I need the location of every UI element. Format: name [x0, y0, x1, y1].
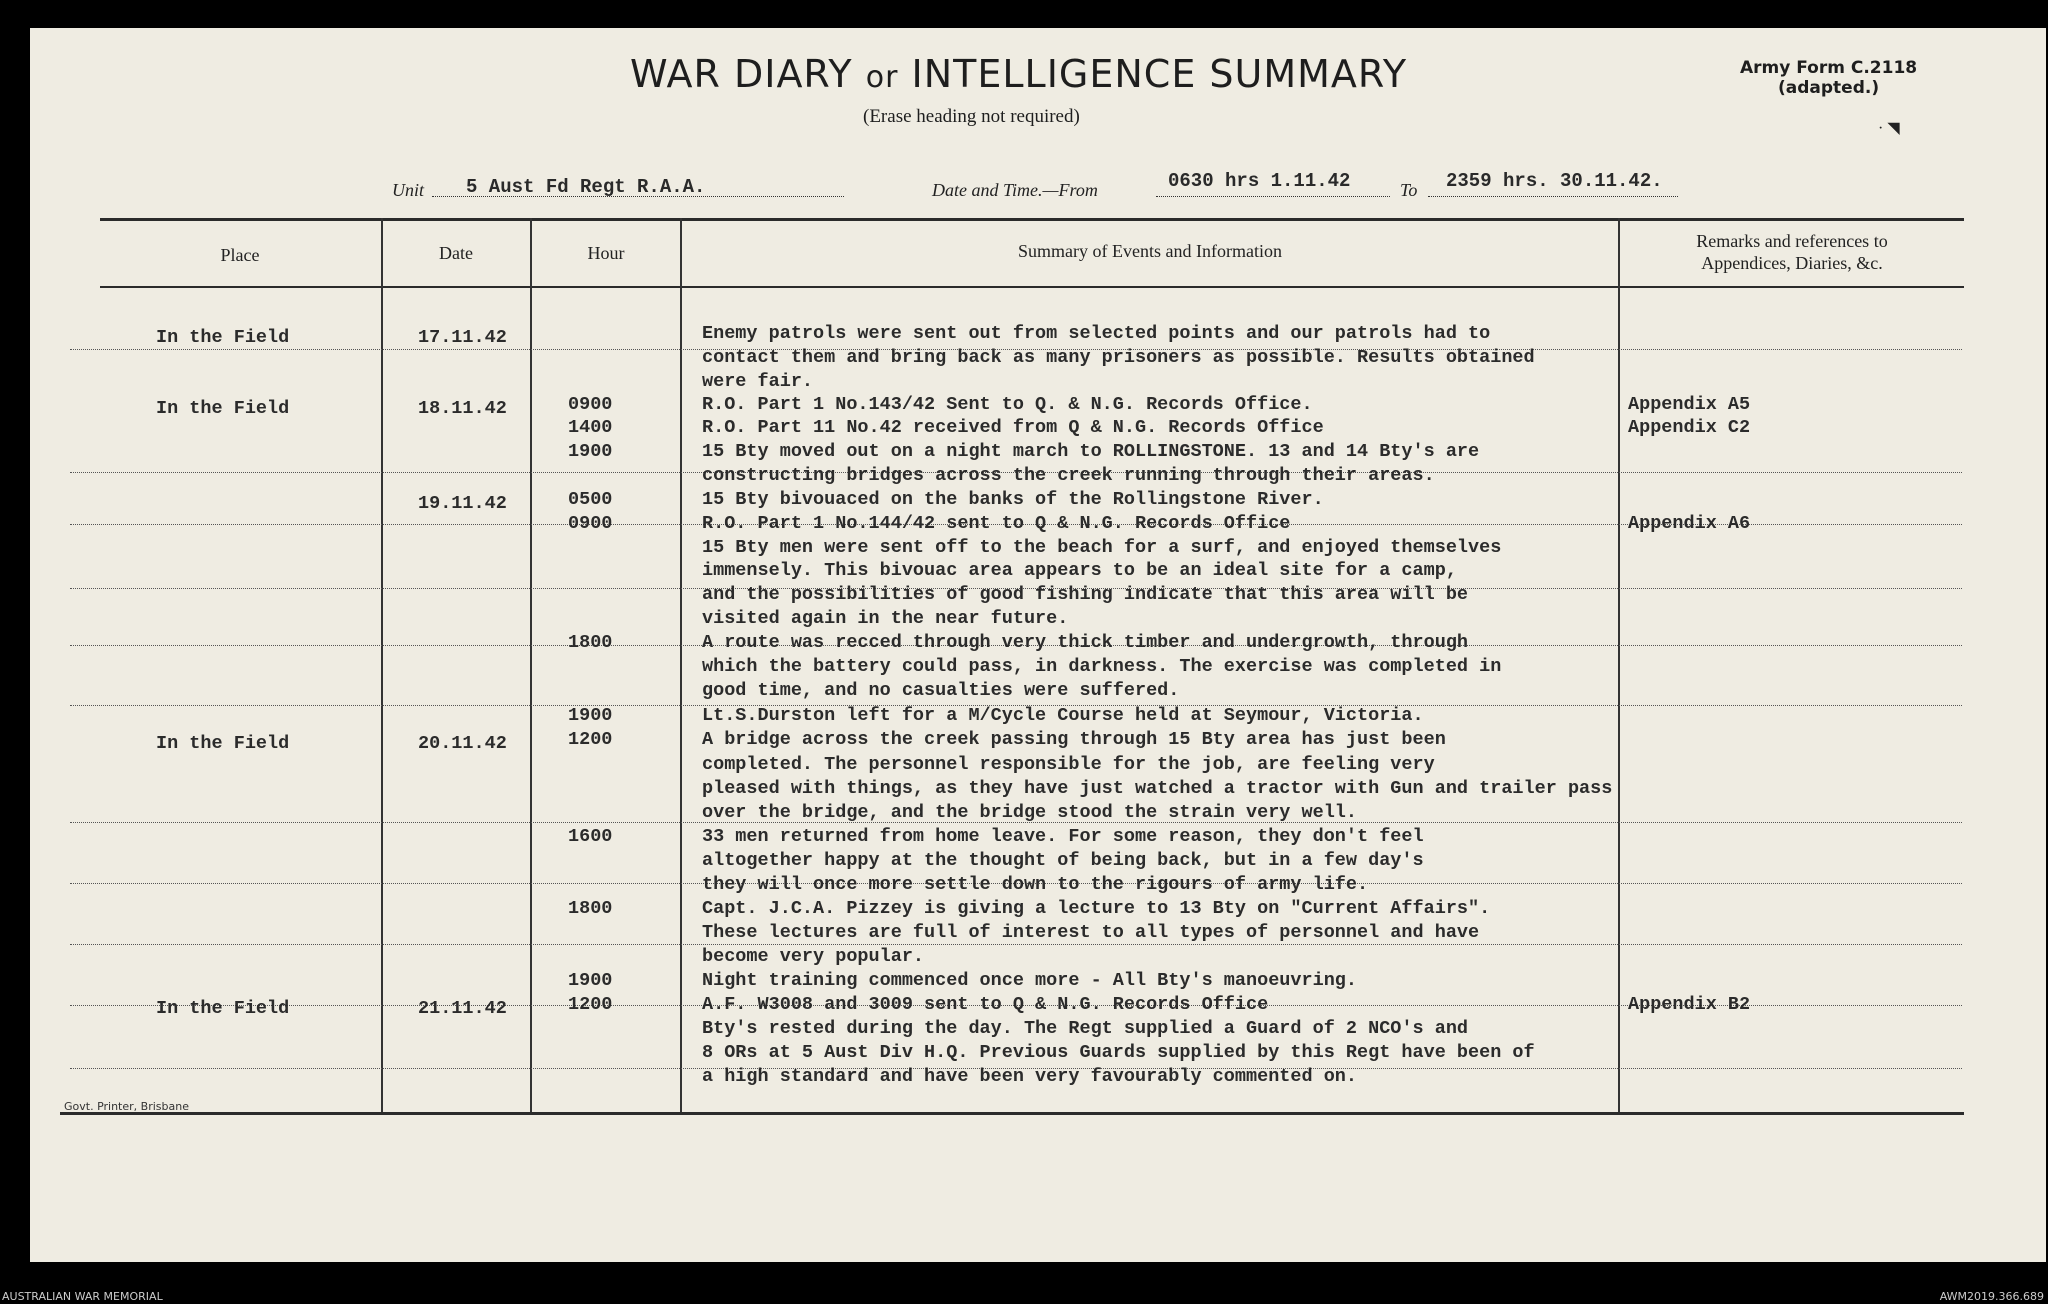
unit-value: 5 Aust Fd Regt R.A.A.: [466, 176, 706, 198]
entry-text: R.O. Part 1 No.143/42 Sent to Q. & N.G. Records Office.: [702, 394, 1313, 415]
entry-hour: 1900: [568, 705, 613, 726]
header-summary: Summary of Events and Information: [1018, 241, 1282, 261]
archive-reference: AWM2019.366.689: [1939, 1290, 2044, 1303]
column-divider-summary: [1618, 218, 1620, 1112]
entry-text: and the possibilities of good fishing indicate that this area will be: [702, 584, 1469, 605]
entry-text: Lt.S.Durston left for a M/Cycle Course held at Seymour, Victoria.: [702, 705, 1424, 726]
entry-place: In the Field: [156, 733, 290, 754]
header-bottom-rule: [100, 286, 1964, 288]
army-form-number: [1740, 58, 1917, 98]
column-divider-hour: [680, 218, 682, 1112]
entry-text: 15 Bty moved out on a night march to ROLLINGSTONE. 13 and 14 Bty's are: [702, 441, 1480, 462]
entry-place: In the Field: [156, 998, 290, 1019]
ruled-line: [70, 944, 1962, 945]
entry-remark: Appendix A5: [1628, 394, 1751, 415]
entry-hour: 1900: [568, 970, 613, 991]
entry-text: contact them and bring back as many prisoners as possible. Results obtained: [702, 347, 1535, 368]
title-part2: INTELLIGENCE SUMMARY: [911, 52, 1408, 96]
entry-text: Enemy patrols were sent out from selected points and our patrols had to: [702, 323, 1491, 344]
entry-date: 20.11.42: [418, 733, 507, 754]
entry-date: 21.11.42: [418, 998, 507, 1019]
date-time-label: Date and Time.—From: [932, 180, 1098, 200]
entry-text: Bty's rested during the day. The Regt supplied a Guard of 2 NCO's and: [702, 1018, 1469, 1039]
entry-text: A.F. W3008 and 3009 sent to Q & N.G. Records Office: [702, 994, 1269, 1015]
entry-text: constructing bridges across the creek running through their areas.: [702, 465, 1435, 486]
entry-hour: 0500: [568, 489, 613, 510]
entry-text: These lectures are full of interest to all types of personnel and have: [702, 922, 1480, 943]
column-divider-place: [381, 218, 383, 1112]
entry-remark: Appendix A6: [1628, 513, 1751, 534]
entry-remark: Appendix C2: [1628, 417, 1751, 438]
header-hour: Hour: [587, 243, 625, 263]
entry-text: which the battery could pass, in darkness. The exercise was completed in: [702, 656, 1502, 677]
entry-text: 15 Bty bivouaced on the banks of the Rollingstone River.: [702, 489, 1324, 510]
header-remarks-line2: Appendices, Diaries, &c.: [1701, 253, 1883, 273]
from-underline: [1156, 196, 1390, 197]
title-or: or: [865, 60, 899, 95]
entry-text: pleased with things, as they have just watched a tractor with Gun and trailer pass: [702, 778, 1613, 799]
entry-date: 18.11.42: [418, 398, 507, 419]
header-date: Date: [439, 243, 473, 263]
entry-date: 17.11.42: [418, 327, 507, 348]
entry-text: R.O. Part 1 No.144/42 sent to Q & N.G. Records Office: [702, 513, 1291, 534]
header-remarks-line1: Remarks and references to: [1696, 231, 1888, 251]
entry-hour: 1200: [568, 729, 613, 750]
entry-text: altogether happy at the thought of being back, but in a few day's: [702, 850, 1424, 871]
entry-hour: 1400: [568, 417, 613, 438]
form-title: [630, 52, 1407, 96]
header-place: Place: [220, 245, 260, 265]
entry-text: R.O. Part 11 No.42 received from Q & N.G. Records Office: [702, 417, 1324, 438]
entry-place: In the Field: [156, 398, 290, 419]
army-form-note: (adapted.): [1778, 78, 1880, 98]
entry-text: Night training commenced once more - All Bty's manoeuvring.: [702, 970, 1358, 991]
unit-label: Unit: [392, 180, 425, 200]
to-label: To: [1400, 180, 1418, 200]
entry-hour: 0900: [568, 394, 613, 415]
from-value: 0630 hrs 1.11.42: [1168, 170, 1351, 192]
entry-text: 8 ORs at 5 Aust Div H.Q. Previous Guards supplied by this Regt have been of: [702, 1042, 1535, 1063]
printer-imprint: Govt. Printer, Brisbane: [64, 1100, 189, 1113]
table-bottom-rule: [60, 1112, 1964, 1115]
entry-hour: 1800: [568, 898, 613, 919]
entry-hour: 1200: [568, 994, 613, 1015]
to-value: 2359 hrs. 30.11.42.: [1446, 170, 1663, 192]
entry-text: they will once more settle down to the rigours of army life.: [702, 874, 1369, 895]
entry-date: 19.11.42: [418, 493, 507, 514]
entry-text: Capt. J.C.A. Pizzey is giving a lecture to 13 Bty on "Current Affairs".: [702, 898, 1491, 919]
column-divider-date: [530, 218, 532, 1112]
entry-place: In the Field: [156, 327, 290, 348]
title-part1: WAR DIARY: [630, 52, 853, 96]
punch-mark-icon: · ◥: [1878, 120, 1900, 137]
entry-text: over the bridge, and the bridge stood the strain very well.: [702, 802, 1358, 823]
army-form-label: Army Form C.2118: [1740, 58, 1918, 78]
entry-remark: Appendix B2: [1628, 994, 1751, 1015]
entry-hour: 1600: [568, 826, 613, 847]
entry-text: a high standard and have been very favourably commented on.: [702, 1066, 1358, 1087]
entry-text: completed. The personnel responsible for the job, are feeling very: [702, 754, 1435, 775]
entry-text: good time, and no casualties were suffered.: [702, 680, 1180, 701]
archive-credit: AUSTRALIAN WAR MEMORIAL: [2, 1290, 163, 1303]
entry-text: 15 Bty men were sent off to the beach for a surf, and enjoyed themselves: [702, 537, 1502, 558]
entry-hour: 1900: [568, 441, 613, 462]
entry-text: were fair.: [702, 371, 814, 392]
header-remarks: [1620, 230, 1964, 274]
entry-text: A bridge across the creek passing through 15 Bty area has just been: [702, 729, 1446, 750]
entry-text: immensely. This bivouac area appears to be an ideal site for a camp,: [702, 560, 1457, 581]
entry-hour: 1800: [568, 632, 613, 653]
form-subtitle: (Erase heading not required): [863, 106, 1080, 127]
entry-text: 33 men returned from home leave. For some reason, they don't feel: [702, 826, 1424, 847]
entry-text: A route was recced through very thick timber and undergrowth, through: [702, 632, 1469, 653]
entry-hour: 0900: [568, 513, 613, 534]
entry-text: become very popular.: [702, 946, 925, 967]
entry-text: visited again in the near future.: [702, 608, 1069, 629]
table-top-rule: [100, 218, 1964, 221]
to-underline: [1428, 196, 1678, 197]
